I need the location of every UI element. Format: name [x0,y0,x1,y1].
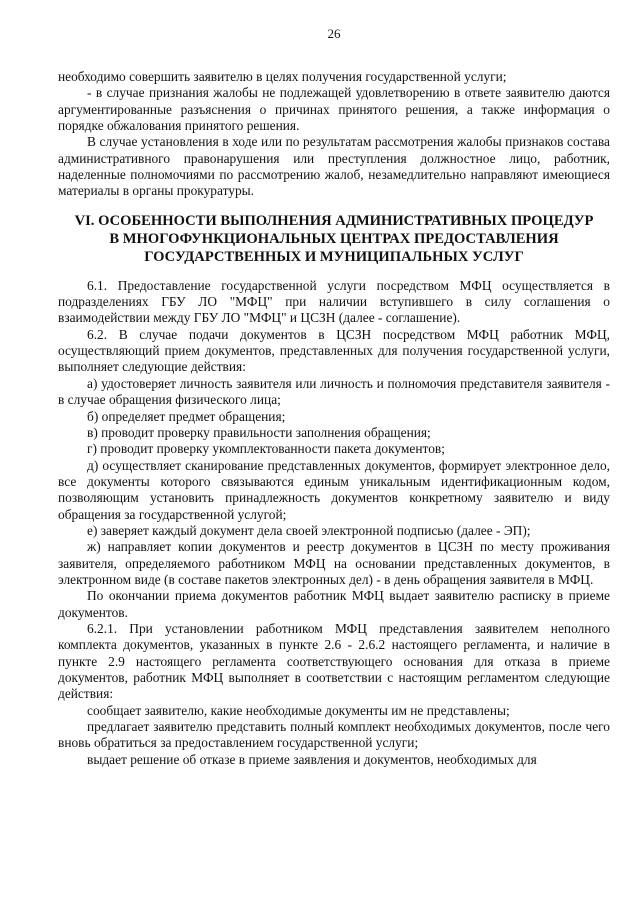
paragraph-6-2: 6.2. В случае подачи документов в ЦСЗН посредством МФЦ работник МФЦ, осуществляющий прием документов, представленных для получения государственной услуги, выполняет следующие действия: [58,326,610,375]
action-issue-refusal: выдает решение об отказе в приеме заявления и документов, необходимых для [87,751,537,767]
section-heading-line: ГОСУДАРСТВЕННЫХ И МУНИЦИПАЛЬНЫХ УСЛУГ [144,248,524,265]
action-offer-complete-set: предлагает заявителю представить полный комплект необходимых документов, после чего вновь обратиться за предоставлением государственной услуги; [58,719,610,751]
paragraph-receipt: По окончании приема документов работник МФЦ выдает заявителю расписку в приеме документов. [58,588,610,620]
section-heading-line: В МНОГОФУНКЦИОНАЛЬНЫХ ЦЕНТРАХ ПРЕДОСТАВЛЕНИЯ [109,230,559,247]
section-heading [58,212,610,266]
list-item-d: д) осуществляет сканирование представленных документов, формирует электронное дело, все документы которого связываются единым уникальным идентификационным кодом, позволяющим установить принадлежность документов конкретному заявителю и виду обращения за государственной услугой; [58,457,610,522]
paragraph-6-2-1: 6.2.1. При установлении работником МФЦ представления заявителем неполного комплекта документов, указанных в пункте 2.6 - 2.6.2 настоящего регламента, и наличие в пункте 2.9 настоящего регламента соответствующего основания для отказа в приеме документов, работник МФЦ выполняет в соответствии с настоящим регламентом следующие действия: [58,620,610,702]
paragraph-6-1: 6.1. Предоставление государственной услуги посредством МФЦ осуществляется в подразделениях ГБУ ЛО "МФЦ" при наличии вступившего в силу соглашения о взаимодействии между ГБУ ЛО "МФЦ" и ЦСЗН (далее - соглашение). [58,277,610,326]
page-number: 26 [327,26,341,41]
paragraph-prosecution-referral: В случае установления в ходе или по результатам рассмотрения жалобы признаков состава административного правонарушения или преступления должностное лицо, работник, наделенные полномочиями по рассмотрению жалоб, незамедлительно направляют имеющиеся материалы в органы прокуратуры. [58,134,610,199]
paragraph-complaint-rejected: - в случае признания жалобы не подлежащей удовлетворению в ответе заявителю даются аргументированные разъяснения о причинах принятого решения, а также информация о порядке обжалования принятого решения. [58,85,610,134]
list-item-a: а) удостоверяет личность заявителя или личность и полномочия представителя заявителя - в случае обращения физического лица; [58,375,610,408]
list-item-b: б) определяет предмет обращения; [87,408,286,424]
list-item-g: г) проводит проверку укомплектованности пакета документов; [87,441,445,457]
list-item-zh: ж) направляет копии документов и реестр документов в ЦСЗН по месту проживания заявителя, определяемого работником МФЦ на основании представленных документов, в электронном виде (в составе пакетов электронных дел) - в день обращения заявителя в МФЦ. [58,539,610,587]
list-item-e: е) заверяет каждый документ дела своей электронной подписью (далее - ЭП); [87,522,531,538]
paragraph-continuation: необходимо совершить заявителю в целях получения государственной услуги; [58,69,507,84]
list-item-v: в) проводит проверку правильности заполнения обращения; [87,424,431,440]
document-page [58,26,610,768]
action-inform-missing: сообщает заявителю, какие необходимые документы им не представлены; [87,702,510,718]
section-heading-line: VI. ОСОБЕННОСТИ ВЫПОЛНЕНИЯ АДМИНИСТРАТИВНЫХ ПРОЦЕДУР [74,212,594,229]
